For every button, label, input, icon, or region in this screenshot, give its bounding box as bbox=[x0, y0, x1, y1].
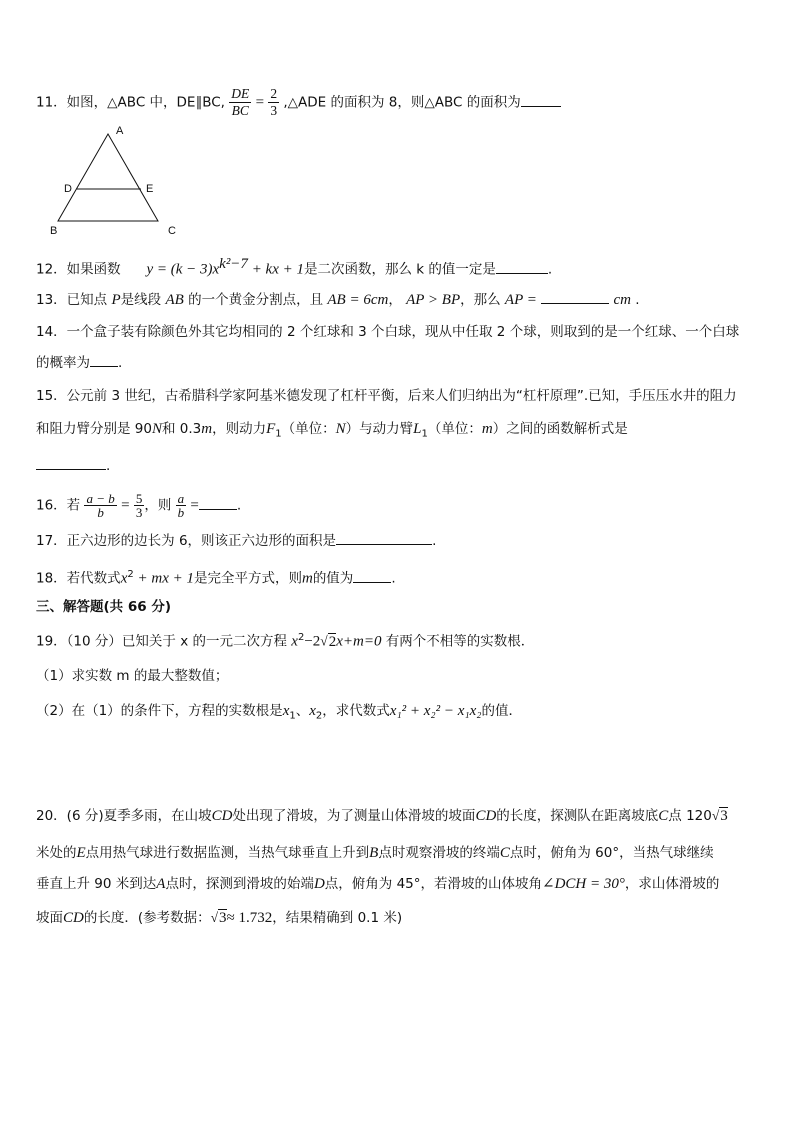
q20-approx-sqrt-sign: √ bbox=[210, 910, 219, 925]
q12-stem bbox=[36, 254, 758, 280]
q15-line3 bbox=[36, 455, 758, 476]
q19-x2-sub: 2 bbox=[315, 710, 323, 722]
q13-point-p: P bbox=[111, 292, 121, 308]
q15-var-f: F bbox=[266, 421, 276, 437]
q20-point-c: C bbox=[658, 808, 669, 824]
q15-text-a: 和阻力臂分别是 90 bbox=[36, 421, 152, 437]
q11-ratio-denominator: BC bbox=[231, 103, 249, 118]
q20-l2b: 点用热气球进行数据监测，当热气球垂直上升到 bbox=[85, 845, 370, 861]
q13-prefix: 13．已知点 bbox=[36, 292, 108, 308]
q19-eq-x: x bbox=[291, 633, 298, 650]
q19-eq-exp: 2 bbox=[297, 632, 305, 643]
q16-prefix: 16．若 bbox=[36, 497, 81, 514]
q19-expression: x₁² + x₂² − x₁x₂ bbox=[389, 703, 482, 719]
q11-value-numerator: 2 bbox=[270, 86, 278, 101]
q19-sqrt-sign: √ bbox=[320, 633, 328, 649]
q20-l3b: 点时，探测到滑坡的始端 bbox=[165, 876, 314, 892]
q13-mid3: ，那么 bbox=[460, 292, 501, 308]
q20-line2 bbox=[36, 843, 758, 863]
q14-line2-text: 的概率为 bbox=[36, 355, 90, 371]
q20-l1a: 20．(6 分)夏季多雨，在山坡 bbox=[36, 808, 212, 824]
vertex-a-label: A bbox=[116, 125, 124, 137]
q20-sqrt-sign: √ bbox=[711, 808, 720, 823]
q18-formula-x: x bbox=[120, 570, 128, 587]
q20-angle: ∠DCH = 30° bbox=[542, 876, 625, 892]
q13-unit: cm bbox=[613, 292, 631, 308]
q18-suffix: 的值为 bbox=[312, 570, 354, 587]
q20-l2d: 点时，俯角为 60°，当热气球继续 bbox=[509, 845, 714, 861]
q13-segment-ab: AB bbox=[165, 292, 184, 308]
q12-exponent: k²−7 bbox=[219, 256, 248, 272]
q14-end: . bbox=[118, 355, 123, 371]
q16-equals-2: = bbox=[190, 497, 199, 514]
q19-part2-a: （2）在（1）的条件下，方程的实数根是 bbox=[36, 703, 283, 719]
q11-value-denominator: 3 bbox=[270, 103, 278, 118]
q13-ap-label: AP = bbox=[504, 292, 537, 308]
q20-point-a: A bbox=[156, 876, 166, 892]
q20-point-b: B bbox=[369, 845, 379, 861]
q20-cd-3: CD bbox=[63, 910, 84, 926]
q16-stem bbox=[36, 492, 758, 519]
q19-part2-b: ，求代数式 bbox=[322, 703, 390, 719]
q16-f2-den: b bbox=[177, 505, 185, 520]
q13-answer-blank bbox=[541, 289, 609, 304]
q18-prefix: 18．若代数式 bbox=[36, 570, 121, 587]
q19-stem-b: 有两个不相等的实数根． bbox=[381, 633, 535, 650]
q20-l1d: 点 120 bbox=[668, 808, 712, 824]
q19-sep: 、 bbox=[295, 703, 310, 719]
q18-formula-b: + mx + 1 bbox=[133, 570, 194, 587]
q20-point-c2: C bbox=[499, 845, 510, 861]
q11-equals: = bbox=[255, 94, 265, 111]
section-3-title: 三、解答题(共 66 分) bbox=[36, 599, 172, 615]
q15-var-l: L bbox=[413, 421, 422, 437]
q19-part2-c: 的值． bbox=[481, 703, 523, 719]
q16-value-fraction bbox=[134, 492, 145, 519]
q13-sep: ， bbox=[388, 292, 402, 308]
q18-mid: 是完全平方式，则 bbox=[193, 570, 302, 587]
q11-prefix: 11．如图，△ABC 中，DE∥BC, bbox=[36, 94, 225, 111]
q15-text-f: （单位： bbox=[427, 421, 482, 437]
q20-l4b: 的长度．(参考数据： bbox=[83, 910, 211, 926]
q15-unit-n: N bbox=[151, 421, 162, 437]
vertex-b-label: B bbox=[50, 225, 58, 236]
q15-var-l-sub: 1 bbox=[421, 428, 428, 440]
q19-stem-a: 19．（10 分）已知关于 x 的一元二次方程 bbox=[36, 633, 292, 650]
q12-answer-blank bbox=[496, 259, 548, 274]
q11-value-fraction bbox=[268, 86, 279, 119]
q15-line2 bbox=[36, 419, 758, 445]
q20-l1b: 处出现了滑坡，为了测量山体滑坡的坡面 bbox=[232, 808, 476, 824]
q15-unit-m: m bbox=[201, 421, 213, 437]
q17-answer-blank bbox=[336, 530, 432, 545]
q12-formula-b: + kx + 1 bbox=[247, 261, 304, 278]
q20-l3a: 垂直上升 90 米到达 bbox=[36, 876, 157, 892]
q15-text-d: （单位： bbox=[281, 421, 336, 437]
q20-approx-sqrt-arg: 3 bbox=[219, 910, 227, 926]
q19-eq-b: −2 bbox=[304, 633, 321, 650]
q15-unit-n2: N bbox=[335, 421, 346, 437]
q16-v-den: 3 bbox=[135, 505, 143, 520]
q16-mid: ，则 bbox=[144, 497, 172, 514]
q16-end: . bbox=[236, 497, 242, 514]
q15-var-f-sub: 1 bbox=[275, 428, 282, 440]
q16-answer-blank bbox=[199, 495, 237, 510]
q15-end: . bbox=[106, 458, 111, 474]
q15-line1: 15．公元前 3 世纪，古希腊科学家阿基米德发现了杠杆平衡，后来人们归纳出为“杠杆原理”.已知，手压压水井的阻力 bbox=[36, 388, 737, 404]
q12-end: . bbox=[547, 261, 553, 278]
q18-exponent: 2 bbox=[127, 569, 134, 580]
q13-stem bbox=[36, 289, 758, 310]
q16-f1-den: b bbox=[97, 505, 104, 520]
q12-suffix: 是二次函数，那么 k 的值一定是 bbox=[304, 261, 496, 278]
q20-l1c: 的长度，探测队在距离坡底 bbox=[496, 808, 659, 824]
q19-part1: （1）求实数 m 的最大整数值； bbox=[36, 668, 229, 684]
q20-l4a: 坡面 bbox=[36, 910, 63, 926]
q12-prefix: 12．如果函数 bbox=[36, 261, 121, 278]
q15-text-c: ，则动力 bbox=[212, 421, 267, 437]
q15-answer-blank bbox=[36, 455, 106, 470]
q19-sqrt-arg: 2 bbox=[328, 633, 337, 650]
q14-answer-blank bbox=[90, 352, 118, 367]
q11-suffix: ,△ADE 的面积为 8，则△ABC 的面积为 bbox=[283, 94, 521, 111]
vertex-c-label: C bbox=[168, 225, 176, 236]
q14-line1: 14．一个盒子装有除颜色外其它均相同的 2 个红球和 3 个白球，现从中任取 2 个球，则取到的是一个红球、一个白球 bbox=[36, 324, 740, 340]
q20-l4c: ，结果精确到 0.1 米) bbox=[272, 910, 403, 926]
q19-stem bbox=[36, 628, 758, 652]
vertex-e-label: E bbox=[146, 183, 154, 195]
q16-fraction-1 bbox=[84, 492, 116, 519]
q13-cond1: AB = 6cm bbox=[327, 292, 389, 308]
q13-end: . bbox=[635, 292, 640, 308]
q20-point-e: E bbox=[76, 845, 86, 861]
q11-answer-blank bbox=[521, 92, 561, 107]
q20-cd-2: CD bbox=[475, 808, 497, 824]
q15-text-g: ）之间的函数解析式是 bbox=[492, 421, 628, 437]
q20-line1 bbox=[36, 806, 758, 826]
q19-x1: x bbox=[282, 703, 290, 719]
q15-text-e: ）与动力臂 bbox=[345, 421, 414, 437]
q18-stem bbox=[36, 565, 758, 589]
q16-f2-num: a bbox=[177, 491, 185, 506]
q17-end: . bbox=[432, 533, 437, 549]
q20-l2a: 米处的 bbox=[36, 845, 77, 861]
q16-f1-num: a − b bbox=[86, 491, 115, 506]
q15-text-b: 和 0.3 bbox=[162, 421, 202, 437]
q14-line2 bbox=[36, 352, 758, 373]
q20-approx-value: ≈ 1.732 bbox=[226, 910, 273, 926]
q20-l3d: ，求山体滑坡的 bbox=[624, 876, 720, 892]
q20-point-d: D bbox=[313, 876, 325, 892]
q20-line3 bbox=[36, 874, 758, 894]
q12-formula-a: y = (k − 3)x bbox=[146, 261, 220, 278]
triangle-abc bbox=[58, 134, 158, 221]
q20-sqrt-arg: 3 bbox=[720, 808, 728, 824]
q20-l3c: 点，俯角为 45°，若滑坡的山体坡角 bbox=[324, 876, 543, 892]
q19-part2 bbox=[36, 701, 758, 727]
q17-stem bbox=[36, 530, 758, 551]
q19-x2: x bbox=[309, 703, 316, 719]
q11-triangle-figure bbox=[46, 124, 186, 236]
q13-mid: 是线段 bbox=[120, 292, 162, 308]
q16-fraction-2 bbox=[176, 492, 187, 519]
q13-cond2: AP > BP bbox=[406, 292, 461, 308]
q13-mid2: 的一个黄金分割点，且 bbox=[188, 292, 324, 308]
q18-answer-blank bbox=[353, 568, 391, 583]
q16-equals: = bbox=[121, 497, 130, 514]
q18-var-m: m bbox=[301, 570, 313, 587]
q19-x1-sub: 1 bbox=[289, 710, 296, 722]
q20-line4 bbox=[36, 908, 758, 928]
q11-ratio-numerator: DE bbox=[231, 86, 250, 101]
q11-ratio-fraction bbox=[229, 86, 251, 119]
vertex-d-label: D bbox=[64, 183, 72, 195]
q11-stem bbox=[36, 86, 758, 119]
q15-unit-m2: m bbox=[481, 421, 493, 437]
q20-l2c: 点时观察滑坡的终端 bbox=[378, 845, 500, 861]
q18-end: . bbox=[391, 570, 396, 587]
q20-cd-1: CD bbox=[211, 808, 233, 824]
q17-text: 17．正六边形的边长为 6，则该正六边形的面积是 bbox=[36, 533, 337, 549]
q19-eq-c: x+m=0 bbox=[336, 633, 382, 650]
q16-v-num: 5 bbox=[135, 491, 143, 506]
